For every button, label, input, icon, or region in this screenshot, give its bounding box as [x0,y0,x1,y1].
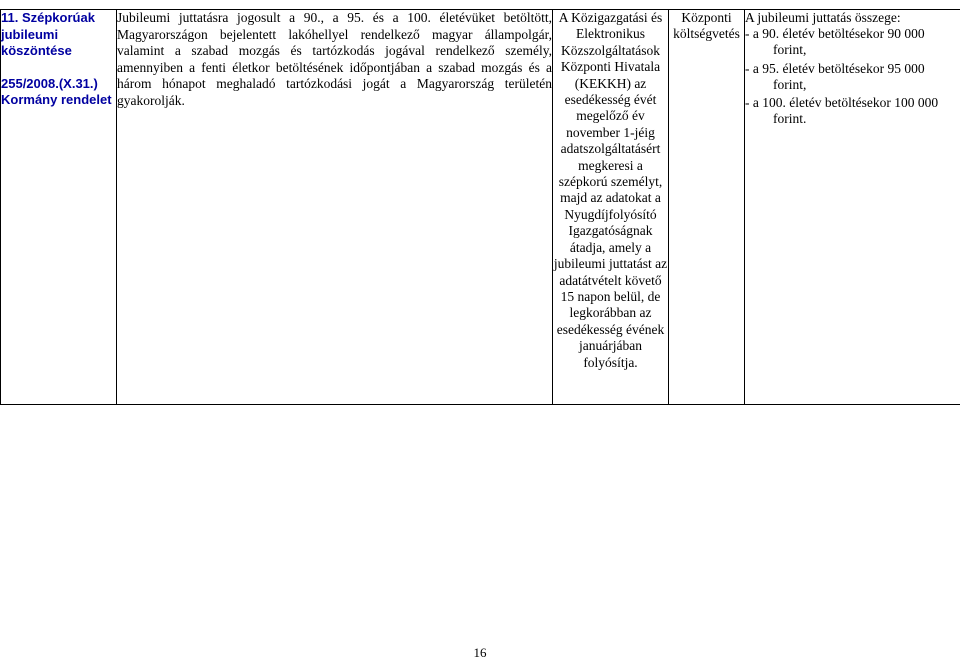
page-number: 16 [0,645,960,661]
amount-title: A jubileumi juttatás összege: [745,10,960,26]
amount-item-100: - a 100. életév betöltésekor 100 000 [745,95,960,111]
legal-reference: 255/2008.(X.31.) Kormány rendelet [1,76,116,109]
benefit-heading: 11. Szépkorúak jubileumi köszöntése [1,10,116,60]
table-row [1,10,960,405]
procedure-text: A Közigazgatási és Elektronikus Közszolgáltatások Központi Hivatala (KEKKH) az esedékesség évét megelőző év november 1-jéig adatszolgáltatásért megkeresi a szépkorú személyt, majd az adatokat a Nyugdíjfolyósító Igazgatóságnak átadja, amely a jubileumi juttatást az adatátvételt követő 15 napon belül, de legkorábban az esedékesség évének januárjában folyósítja. [553,10,668,371]
amount-item-90: - a 90. életév betöltésekor 90 000 [745,26,960,42]
procedure-cell [553,10,669,405]
amount-cell [745,10,960,405]
benefit-name-cell [1,10,117,405]
amount-item-95-unit: forint, [745,77,960,93]
funding-text: Központi költségvetés [669,10,744,43]
amount-item-90-unit: forint, [745,42,960,58]
eligibility-text: Jubileumi juttatásra jogosult a 90., a 95. és a 100. életévüket betöltött, Magyarországon bejelentett lakóhellyel rendelkező magyar állampolgár, valamint a szabad mozgás és tartózkodás jogával rendelkező személy, amennyiben a fenti életkor betöltésének időpontjában a szabad mozgás és a három hónapot meghaladó tartózkodási jogát a Magyarország területén gyakorolják. [117,10,552,109]
eligibility-cell [117,10,553,405]
amount-item-95: - a 95. életév betöltésekor 95 000 [745,61,960,77]
benefits-table [0,9,960,405]
amount-item-100-unit: forint. [745,111,960,127]
funding-cell [669,10,745,405]
